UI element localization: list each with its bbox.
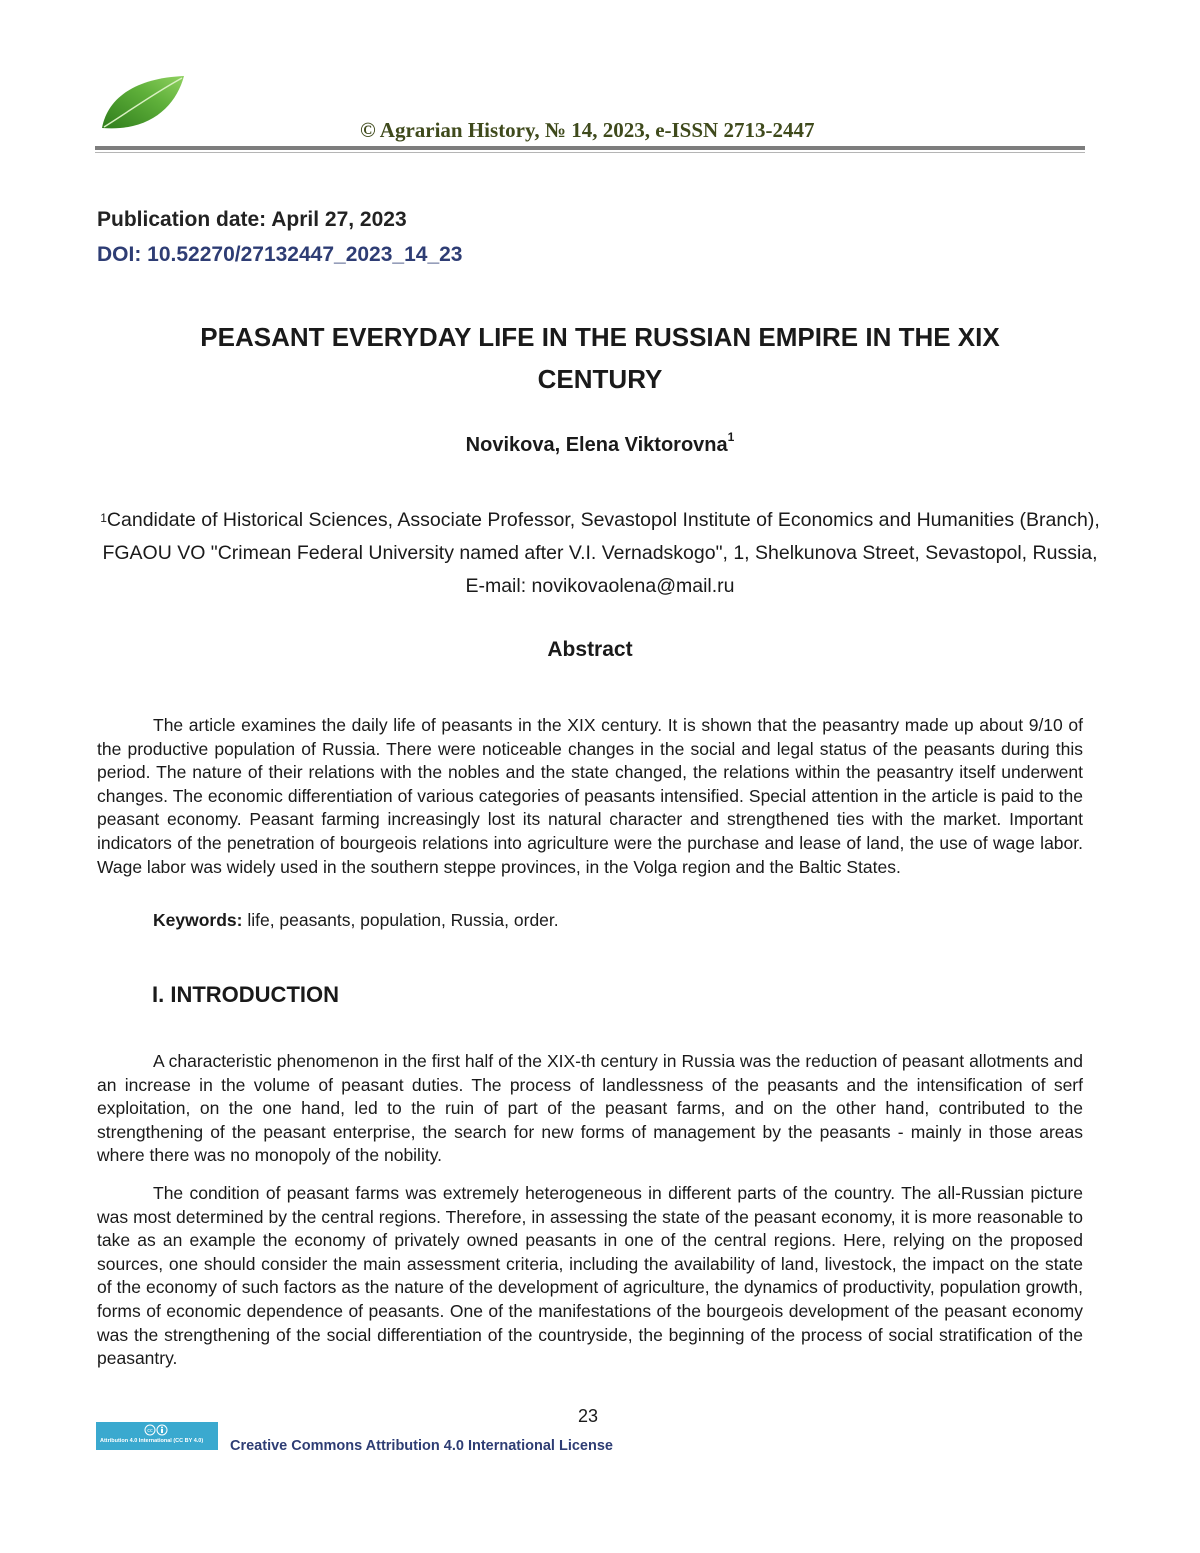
page-number: 23 bbox=[578, 1406, 599, 1426]
affiliation-superscript: 1 bbox=[100, 511, 107, 525]
author-name bbox=[100, 430, 1100, 457]
author-superscript: 1 bbox=[727, 430, 735, 444]
abstract-heading: Abstract bbox=[547, 638, 633, 661]
intro-paragraph-1: A characteristic phenomenon in the first half of the XIX-th century in Russia was the reduction of peasant allotments and an increase in the volume of peasant duties. The process of landlessness of the peasants and the intensification of serf exploitation, on the one hand, led to the ruin of part of the peasant farms, and on the other hand, contributed to the strengthening of the peasant enterprise, the search for new forms of management by the peasants - mainly in those areas where there was no monopoly of the nobility. bbox=[97, 1051, 1083, 1166]
title-line-2: CENTURY bbox=[537, 364, 663, 394]
header-rule-thin bbox=[95, 152, 1085, 153]
svg-text:cc: cc bbox=[147, 1428, 153, 1434]
affiliation bbox=[100, 504, 1100, 603]
leaf-logo bbox=[98, 72, 188, 136]
cc-badge-text: Attribution 4.0 International (CC BY 4.0) bbox=[100, 1438, 204, 1444]
author-text: Novikova, Elena Viktorovna bbox=[465, 434, 728, 456]
section-heading-introduction: I. INTRODUCTION bbox=[152, 982, 339, 1007]
keywords bbox=[153, 910, 559, 931]
intro-paragraph-2: The condition of peasant farms was extremely heterogeneous in different parts of the country. The all-Russian picture was most determined by the central regions. Therefore, in assessing the state of the peasant economy, it is more reasonable to take as an example the economy of privately owned peasants in one of the central regions. Here, relying on the proposed sources, one should consider the main assessment criteria, including the availability of land, livestock, the impact on the state of the economy of such factors as the nature of the development of agriculture, the dynamics of productivity, population growth, forms of economic dependence of peasants. One of the manifestations of the bourgeois development of the peasant economy was the strengthening of the social differentiation of the countryside, the beginning of the process of social stratification of the peasantry. bbox=[97, 1183, 1083, 1369]
cc-license-badge[interactable] bbox=[96, 1422, 218, 1450]
publication-date: Publication date: April 27, 2023 bbox=[97, 208, 407, 231]
doi-link[interactable] bbox=[97, 243, 463, 267]
license-link[interactable]: Creative Commons Attribution 4.0 International License bbox=[230, 1438, 613, 1454]
affiliation-text: Candidate of Historical Sciences, Associate Professor, Sevastopol Institute of Economics and Humanities (Branch), FGAOU VO "Crimean Federal University named after V.I. Vernadskogo", 1, Shelkunova Street, Sevastopol, Russia, E-mail: novikovaolena@mail.ru bbox=[102, 509, 1100, 597]
title-line-1: PEASANT EVERYDAY LIFE IN THE RUSSIAN EMPIRE IN THE XIX bbox=[200, 322, 1000, 352]
abstract-text: The article examines the daily life of peasants in the XIX century. It is shown that the peasantry made up about 9/10 of the productive population of Russia. There were noticeable changes in the social and legal status of the peasants during this period. The nature of their relations with the nobles and the state changed, the relations within the peasantry itself underwent changes. The economic differentiation of various categories of peasants intensified. Special attention in the article is paid to the peasant economy. Peasant farming increasingly lost its natural character and strengthened ties with the market. Important indicators of the penetration of bourgeois relations into agriculture were the purchase and lease of land, the use of wage labor. Wage labor was widely used in the southern steppe provinces, in the Volga region and the Baltic States. bbox=[97, 715, 1083, 877]
keywords-label: Keywords: bbox=[153, 910, 243, 930]
journal-header: © Agrarian History, № 14, 2023, e-ISSN 2713-2447 bbox=[360, 118, 815, 142]
cc-by-icon bbox=[144, 1424, 168, 1436]
keywords-list: life, peasants, population, Russia, order. bbox=[242, 910, 559, 930]
header-rule bbox=[95, 146, 1085, 150]
doi-text: DOI: 10.52270/27132447_2023_14_23 bbox=[97, 243, 463, 266]
article-title bbox=[100, 316, 1100, 400]
